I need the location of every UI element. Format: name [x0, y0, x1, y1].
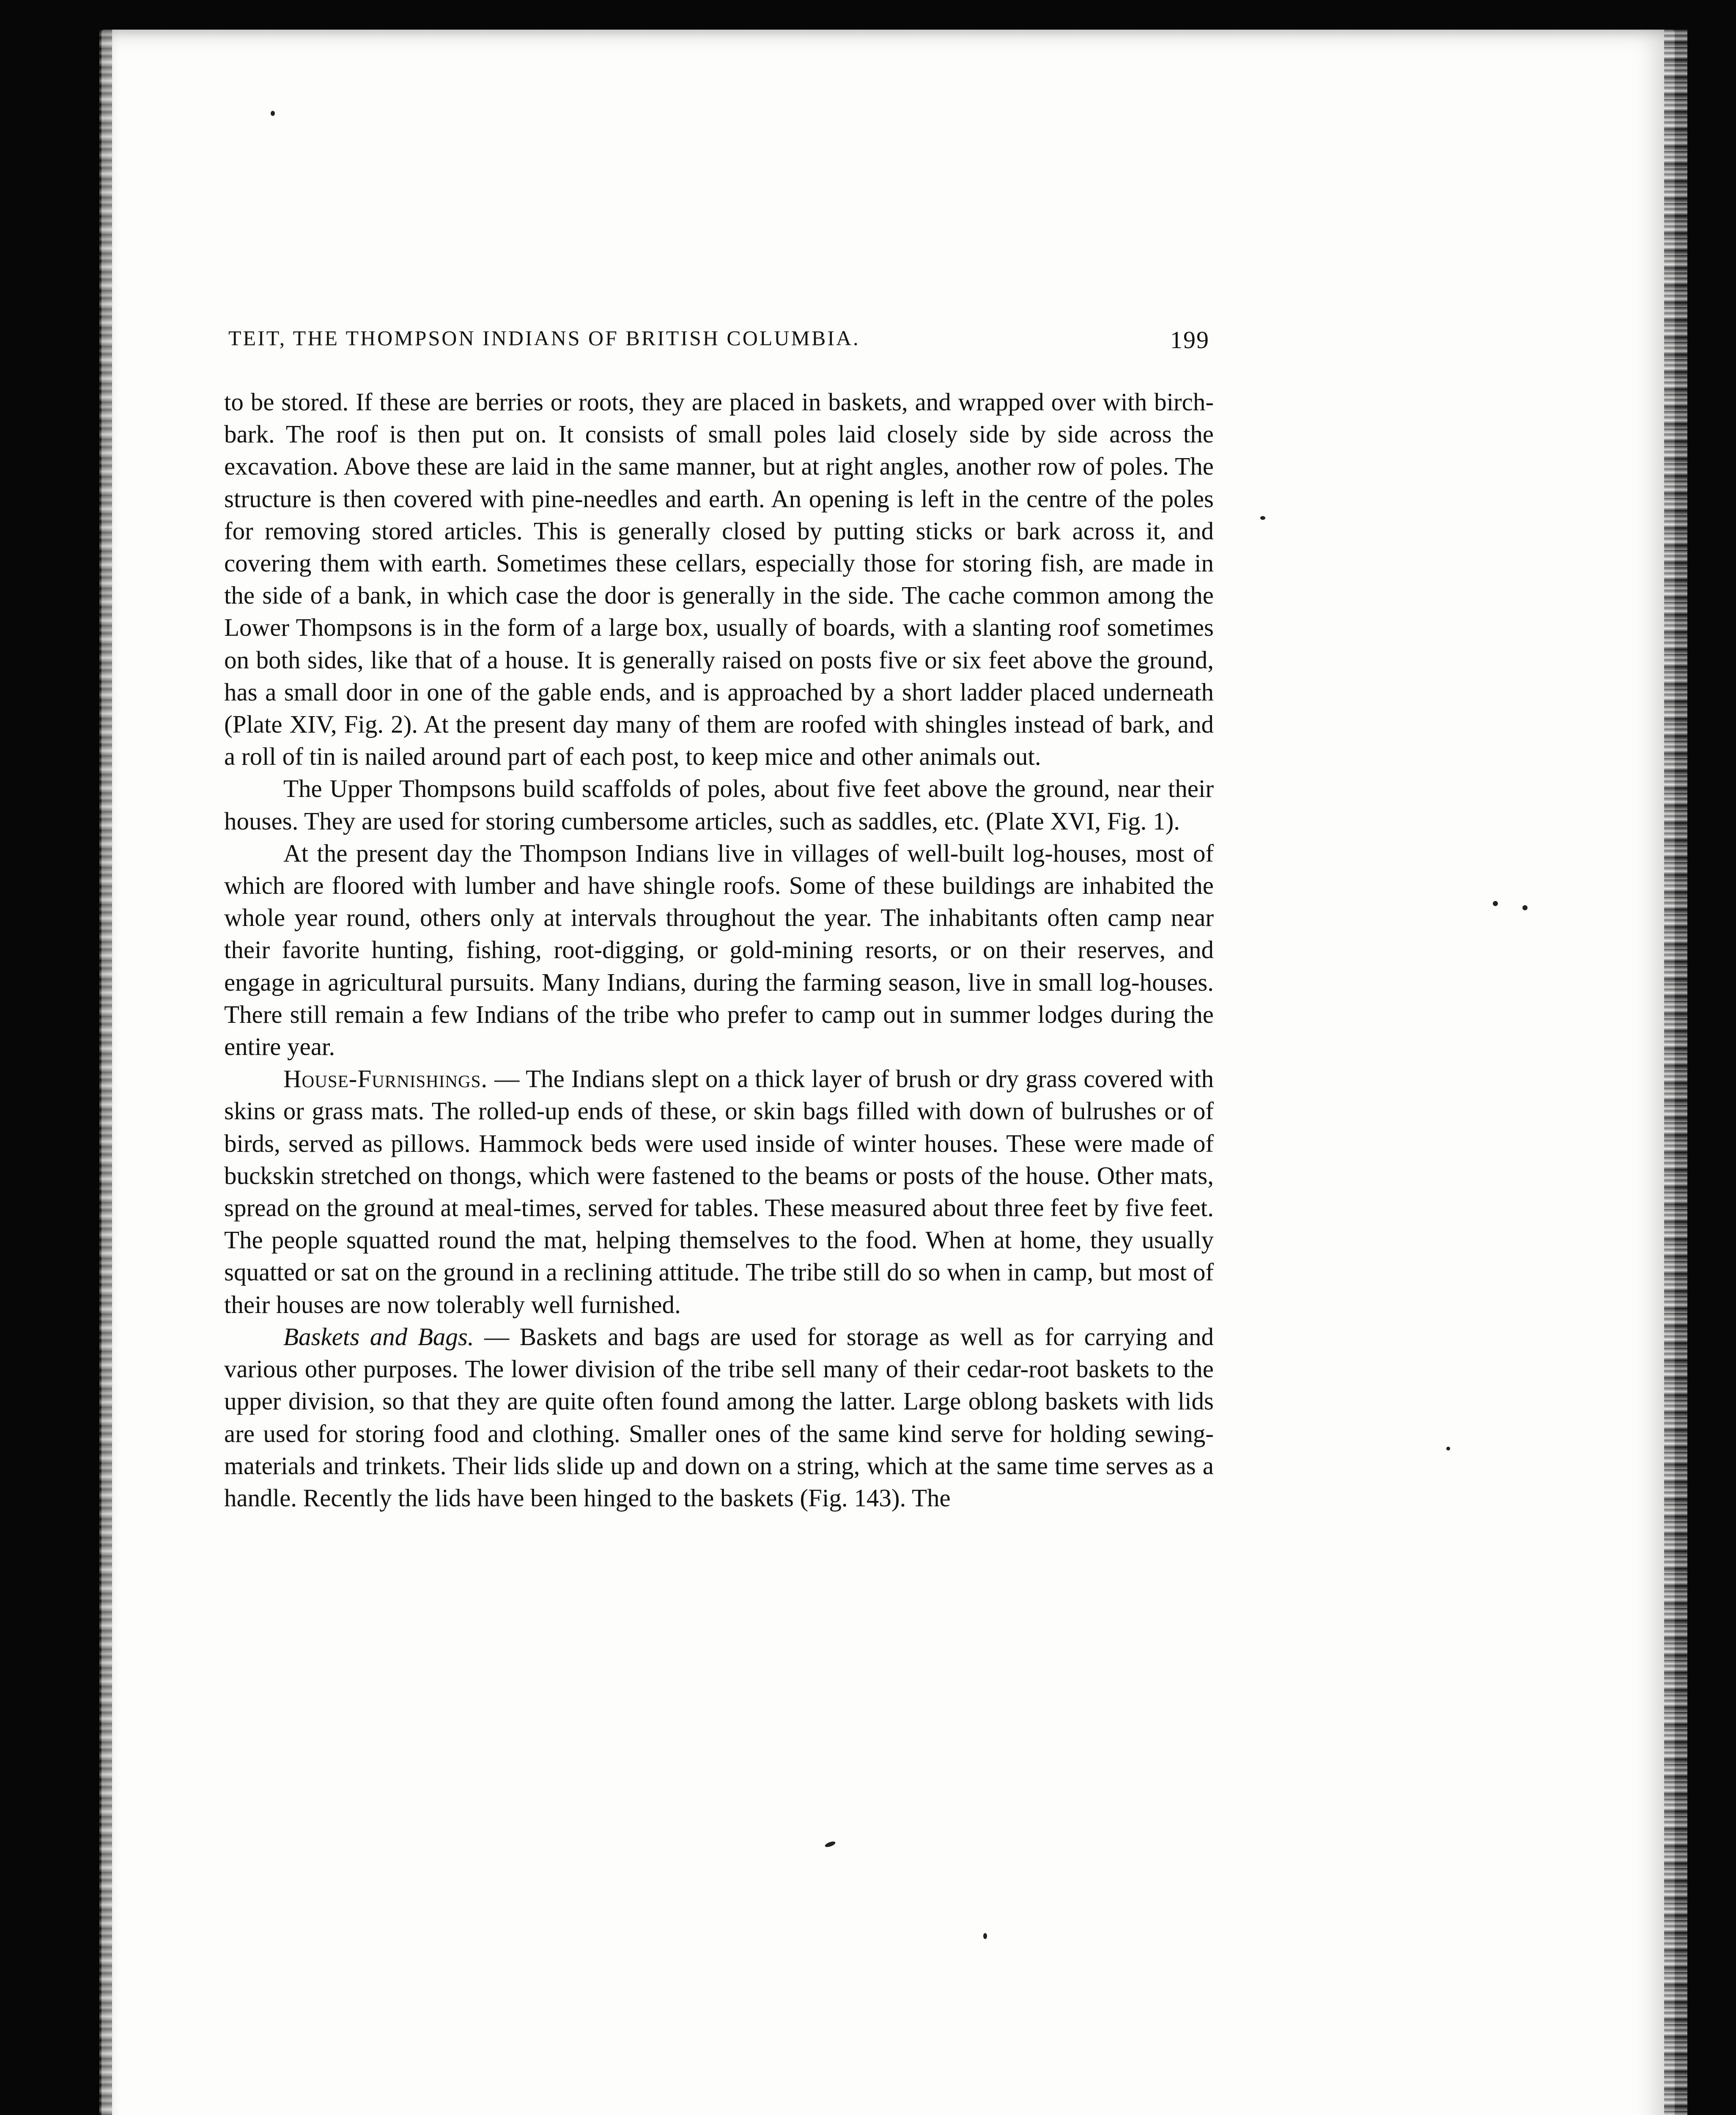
paragraph-continuation [224, 386, 1214, 772]
paragraph-log-houses [224, 837, 1214, 1063]
section-heading-baskets-and-bags: Baskets and Bags. [283, 1322, 474, 1351]
paragraph-house-furnishings [224, 1063, 1214, 1321]
paragraph-text: The Upper Thompsons build scaffolds of poles, about five feet above the ground, near their houses. They are used for storing cumbersome articles, such as saddles, etc. (Plate XVI, Fig. 1). [224, 775, 1214, 835]
body-text [224, 386, 1214, 1514]
paragraph-text: At the present day the Thompson Indians live in villages of well-built log-houses, most of which are floored with lumber and have shingle roofs. Some of these buildings are inhabited the whole year round, others only at intervals throughout the year. The inhabitants often camp near their favorite hunting, fishing, root-digging, or gold-mining resorts, or on their reserves, and engage in agricultural pursuits. Many Indians, during the farming season, live in small log-houses. There still remain a few Indians of the tribe who prefer to camp out in summer lodges during the entire year. [224, 839, 1214, 1061]
paragraph-scaffolds [224, 772, 1214, 837]
page-left-edge [99, 30, 112, 2115]
running-title: TEIT, THE THOMPSON INDIANS OF BRITISH COLUMBIA. [228, 326, 860, 350]
scan-speck [1446, 1447, 1450, 1450]
page-right-edge [1664, 30, 1687, 2115]
section-heading-house-furnishings: House-Furnishings. [283, 1065, 488, 1093]
page-number: 199 [1170, 326, 1209, 354]
paragraph-text: to be stored. If these are berries or roots, they are placed in baskets, and wrapped over with birch-bark. The roof is then put on. It consists of small poles laid closely side by side across the excavation. Above these are laid in the same manner, but at right angles, another row of poles. The structure is then covered with pine-needles and earth. An opening is left in the centre of the poles for removing stored articles. This is generally closed by putting sticks or bark across it, and covering them with earth. Sometimes these cellars, especially those for storing fish, are made in the side of a bank, in which case the door is generally in the side. The cache common among the Lower Thompsons is in the form of a large box, usually of boards, with a slanting roof sometimes on both sides, like that of a house. It is generally raised on posts five or six feet above the ground, has a small door in one of the gable ends, and is approached by a short ladder placed underneath (Plate XIV, Fig. 2). At the present day many of them are roofed with shingles instead of bark, and a roll of tin is nailed around part of each post, to keep mice and other animals out. [224, 388, 1214, 771]
scan-speck [1260, 516, 1265, 520]
paragraph-text: — The Indians slept on a thick layer of brush or dry grass covered with skins or grass mats. The rolled-up ends of these, or skin bags filled with down of bulrushes or of birds, served as pillows. Hammock beds were used inside of winter houses. These were made of buckskin stretched on thongs, which were fastened to the beams or posts of the house. Other mats, spread on the ground at meal-times, served for tables. These measured about three feet by five feet. The people squatted round the mat, helping themselves to the food. When at home, they usually squatted or sat on the ground in a reclining attitude. The tribe still do so when in camp, but most of their houses are now tolerably well furnished. [224, 1065, 1214, 1318]
running-header [228, 326, 1209, 355]
paragraph-text: — Baskets and bags are used for storage as well as for carrying and various other purposes. The lower division of the tribe sell many of their cedar-root baskets to the upper division, so that they are quite often found among the latter. Large oblong baskets with lids are used for storing food and clothing. Smaller ones of the same kind serve for holding sewing-materials and trinkets. Their lids slide up and down on a string, which at the same time serves as a handle. Recently the lids have been hinged to the baskets (Fig. 143). The [224, 1322, 1214, 1512]
scan-speck [271, 111, 275, 116]
scan-speck [1493, 901, 1498, 906]
scan-speck [1522, 905, 1528, 910]
paragraph-baskets-and-bags [224, 1321, 1214, 1514]
scan-speck [983, 1933, 987, 1939]
